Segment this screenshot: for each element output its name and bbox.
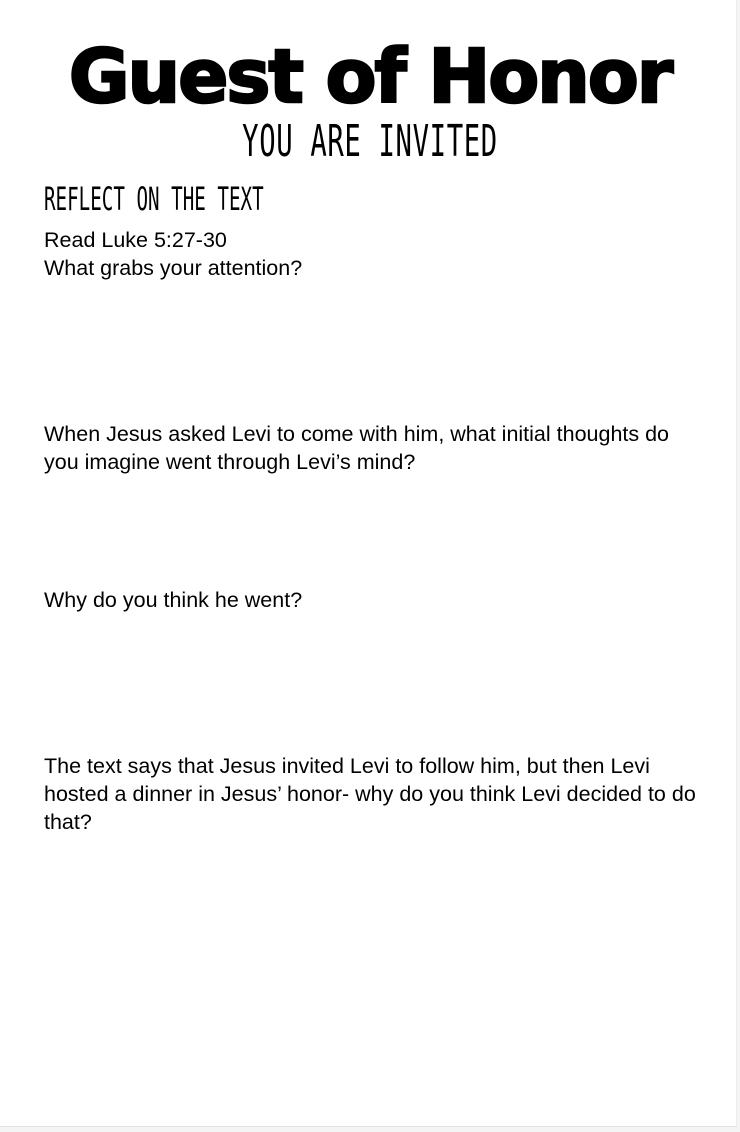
scripture-reference: Read Luke 5:27-30 [44, 228, 227, 252]
page-subtitle: YOU ARE INVITED [242, 116, 498, 167]
question-4: The text says that Jesus invited Levi to follow him, but then Levi hosted a dinner in Jesus’ honor- why do you think Levi decided to do that? [44, 754, 696, 834]
question-3: Why do you think he went? [44, 588, 303, 612]
question-1: What grabs your attention? [44, 256, 303, 280]
section-heading: REFLECT ON THE TEXT [44, 180, 264, 218]
question-2: When Jesus asked Levi to come with him, what initial thoughts do you imagine went through Levi’s mind? [44, 422, 670, 474]
page-title: Guest of Honor [68, 34, 672, 120]
